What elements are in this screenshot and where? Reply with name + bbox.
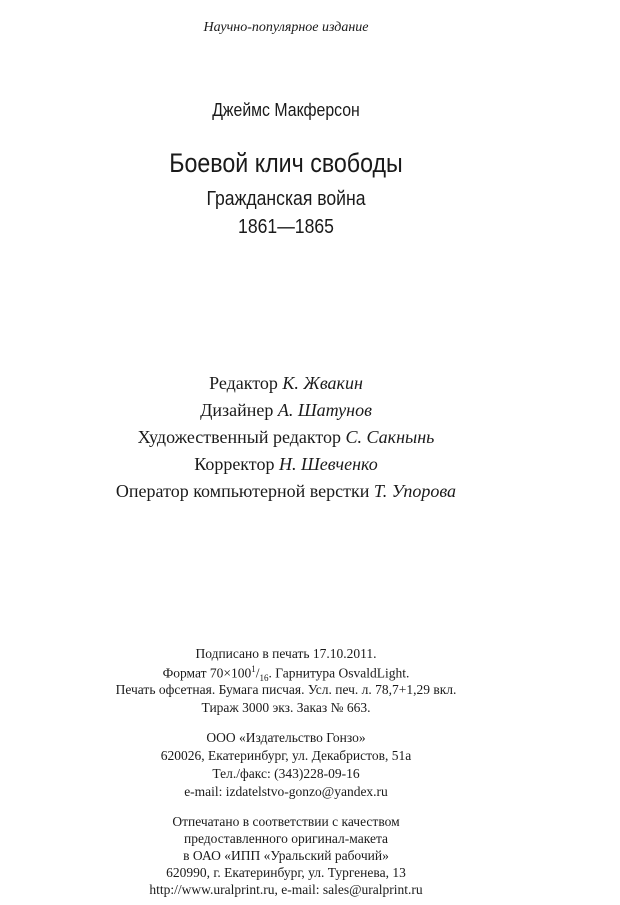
credit-proofreader [0, 454, 572, 475]
printer-line-4: 620990, г. Екатеринбург, ул. Тургенева, 13 [166, 865, 406, 880]
printer-line-2: предоставленного оригинал-макета [183, 831, 388, 846]
credit-art-editor [0, 427, 572, 448]
imprint-print-info: Печать офсетная. Бумага писчая. Усл. печ. л. 78,7+1,29 вкл. [115, 682, 457, 697]
credit-editor [0, 373, 572, 394]
credit-role: Художественный редактор [137, 427, 342, 447]
credit-role: Оператор компьютерной верстки [115, 481, 370, 501]
format-denominator: 16 [259, 673, 269, 684]
author-name: Джеймс Макферсон [212, 100, 360, 120]
credit-person: С. Сакнынь [345, 427, 435, 447]
format-numerator: 1 [251, 664, 256, 674]
format-suffix: . Гарнитура OsvaldLight. [268, 665, 410, 681]
printer-line-3: в ОАО «ИПП «Уральский рабочий» [183, 848, 389, 863]
imprint-signed: Подписано в печать 17.10.2011. [195, 646, 377, 661]
credit-designer [0, 400, 572, 421]
series-label: Научно-популярное издание [203, 20, 369, 35]
credit-person: Т. Упорова [373, 481, 457, 501]
credit-person: А. Шатунов [277, 400, 372, 420]
format-prefix: Формат 70×100 [162, 665, 252, 681]
book-subtitle: Гражданская война [206, 188, 366, 210]
publisher-address: 620026, Екатеринбург, ул. Декабристов, 51а [160, 748, 412, 763]
printer-line-5: http://www.uralprint.ru, e-mail: sales@uralprint.ru [149, 882, 423, 897]
imprint-format: Формат $70\times 100^1/_{16}$. Гарнитура OsvaldLight. [162, 664, 410, 684]
credit-layout-operator [0, 481, 572, 502]
publisher-phone: Тел./факс: (343)228-09-16 [212, 766, 360, 781]
credit-role: Редактор [209, 373, 278, 393]
imprint-run: Тираж 3000 экз. Заказ № 663. [201, 700, 371, 715]
publisher-email: e-mail: izdatelstvo-gonzo@yandex.ru [184, 784, 388, 799]
printer-line-1: Отпечатано в соответствии с качеством [172, 814, 400, 829]
publisher-name: ООО «Издательство Гонзо» [206, 730, 366, 745]
book-years: 1861—1865 [238, 216, 334, 238]
credit-person: К. Жвакин [282, 373, 363, 393]
book-title: Боевой клич свободы [169, 148, 403, 178]
credit-role: Корректор [194, 454, 275, 474]
credit-role: Дизайнер [200, 400, 274, 420]
credit-person: Н. Шевченко [278, 454, 378, 474]
